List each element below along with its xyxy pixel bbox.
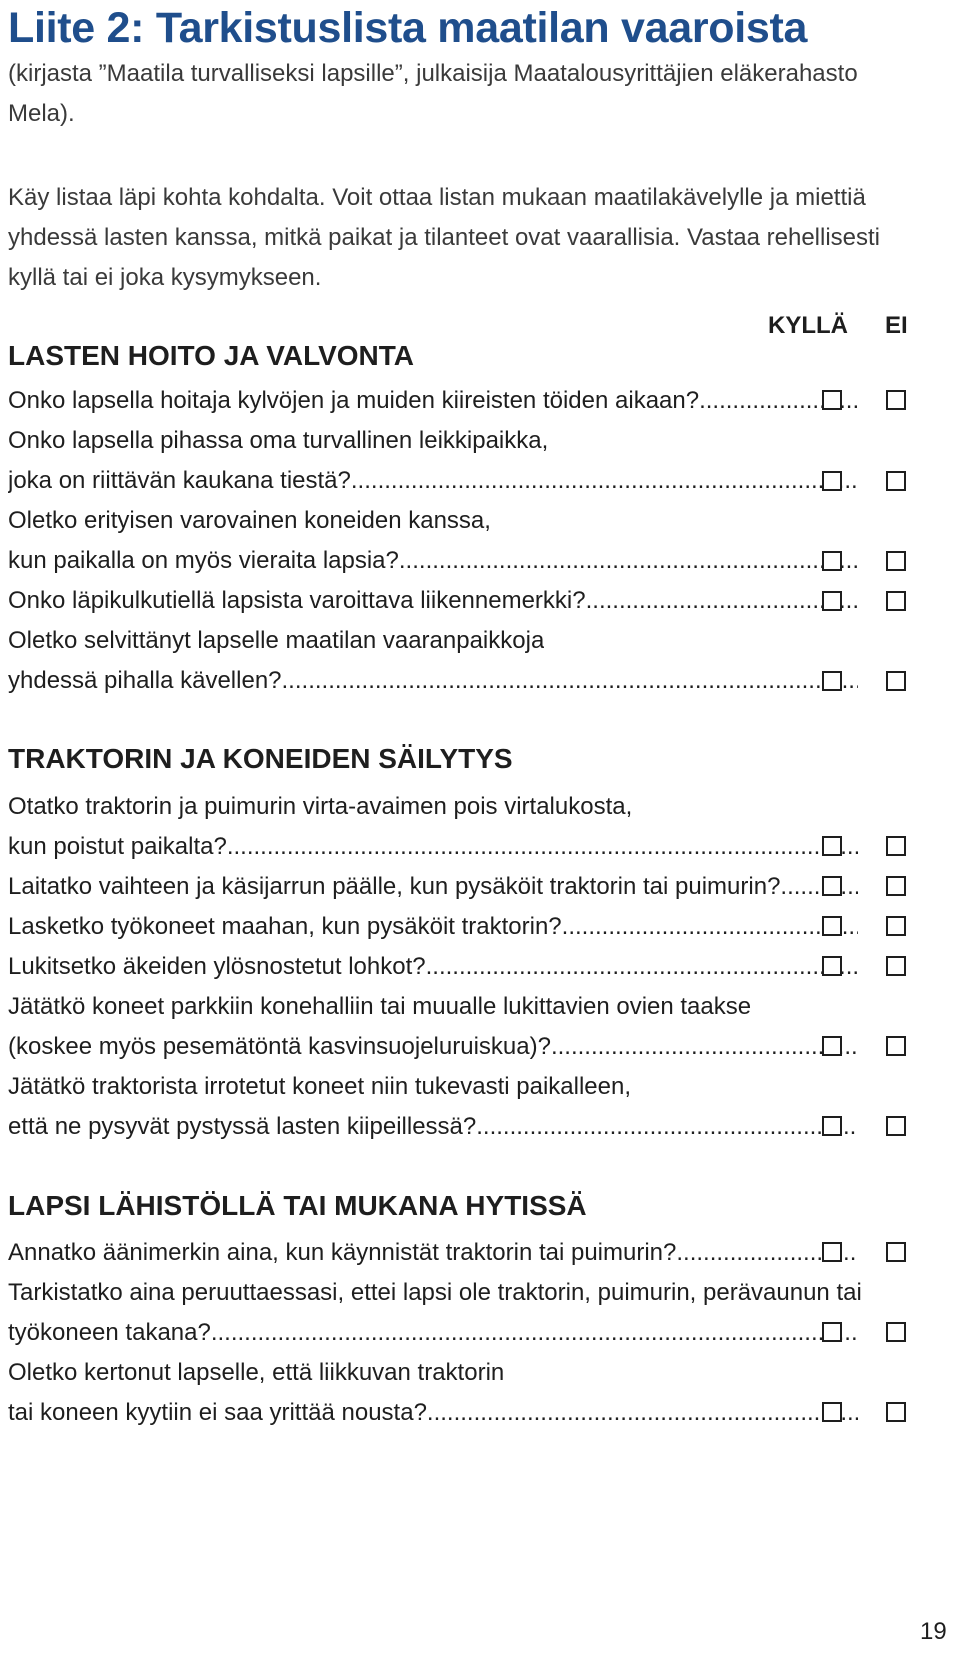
checkbox-no[interactable] (886, 1036, 906, 1056)
section-heading-childcare: LASTEN HOITO JA VALVONTA (8, 340, 415, 371)
checkbox-yes[interactable] (822, 671, 842, 691)
section-heading-machine-storage: TRAKTORIN JA KONEIDEN SÄILYTYS (8, 743, 513, 774)
question-line: Laitatko vaihteen ja käsijarrun päälle, kun pysäköit traktorin tai puimurin? ..... (8, 866, 858, 908)
question-line: Tarkistatko aina peruuttaessasi, ettei lapsi ole traktorin, puimurin, perävaunun tai (8, 1279, 862, 1306)
question-line: Annatko äänimerkin aina, kun käynnistät traktorin tai puimurin? ..... (8, 1232, 858, 1274)
checkbox-no[interactable] (886, 551, 906, 571)
question-line: (koskee myös pesemätöntä kasvinsuojeluruiskua)? ..... (8, 1026, 858, 1068)
checkbox-yes[interactable] (822, 1322, 842, 1342)
intro-line-1: Käy listaa läpi kohta kohdalta. Voit ottaa listan mukaan maatilakävelylle ja miettiä (8, 184, 866, 211)
checkbox-no[interactable] (886, 1402, 906, 1422)
question-line: joka on riittävän kaukana tiestä? ..... (8, 460, 858, 502)
question-line: Lasketko työkoneet maahan, kun pysäköit traktorin? ..... (8, 906, 858, 948)
question-line: Otatko traktorin ja puimurin virta-avaimen pois virtalukosta, (8, 793, 633, 820)
checkbox-yes[interactable] (822, 551, 842, 571)
question-line: Lukitsetko äkeiden ylösnostetut lohkot? ..... (8, 946, 858, 988)
question-line: tai koneen kyytiin ei saa yrittää nousta? ..... (8, 1392, 858, 1434)
checkbox-no[interactable] (886, 836, 906, 856)
checkbox-no[interactable] (886, 471, 906, 491)
page-title: Liite 2: Tarkistuslista maatilan vaaroista (8, 4, 808, 52)
column-header-no: EI (885, 312, 908, 339)
checkbox-yes[interactable] (822, 876, 842, 896)
question-line: Oletko erityisen varovainen koneiden kanssa, (8, 507, 491, 534)
checkbox-no[interactable] (886, 591, 906, 611)
checkbox-yes[interactable] (822, 1402, 842, 1422)
question-line: Oletko selvittänyt lapselle maatilan vaaranpaikkoja (8, 627, 545, 654)
page-number: 19 (920, 1618, 947, 1645)
question-line: Jätätkö koneet parkkiin konehalliin tai muualle lukittavien ovien taakse (8, 993, 752, 1020)
checkbox-no[interactable] (886, 956, 906, 976)
checkbox-yes[interactable] (822, 471, 842, 491)
intro-line-3: kyllä tai ei joka kysymykseen. (8, 264, 322, 291)
checkbox-no[interactable] (886, 1322, 906, 1342)
checkbox-no[interactable] (886, 390, 906, 410)
checkbox-yes[interactable] (822, 1116, 842, 1136)
checkbox-yes[interactable] (822, 836, 842, 856)
question-line: yhdessä pihalla kävellen? ..... (8, 660, 858, 702)
checkbox-no[interactable] (886, 916, 906, 936)
question-line: Onko lapsella hoitaja kylvöjen ja muiden kiireisten töiden aikaan? ..... (8, 380, 858, 422)
source-line-2: Mela). (8, 100, 75, 127)
intro-line-2: yhdessä lasten kanssa, mitkä paikat ja tilanteet ovat vaarallisia. Vastaa rehellisesti (8, 224, 881, 251)
checkbox-yes[interactable] (822, 1242, 842, 1262)
question-line: Onko lapsella pihassa oma turvallinen leikkipaikka, (8, 427, 549, 454)
checkbox-yes[interactable] (822, 591, 842, 611)
section-heading-child-in-cab: LAPSI LÄHISTÖLLÄ TAI MUKANA HYTISSÄ (8, 1190, 587, 1221)
question-line: kun poistut paikalta? ..... (8, 826, 858, 868)
checkbox-no[interactable] (886, 1242, 906, 1262)
checkbox-yes[interactable] (822, 916, 842, 936)
source-line-1: (kirjasta ”Maatila turvalliseksi lapsille”, julkaisija Maatalousyrittäjien eläkerahasto (8, 60, 858, 87)
checkbox-yes[interactable] (822, 956, 842, 976)
checkbox-yes[interactable] (822, 390, 842, 410)
checkbox-no[interactable] (886, 1116, 906, 1136)
question-line: Oletko kertonut lapselle, että liikkuvan traktorin (8, 1359, 505, 1386)
checkbox-no[interactable] (886, 876, 906, 896)
checkbox-no[interactable] (886, 671, 906, 691)
question-line: Jätätkö traktorista irrotetut koneet niin tukevasti paikalleen, (8, 1073, 631, 1100)
question-line: kun paikalla on myös vieraita lapsia? ..... (8, 540, 858, 582)
question-line: työkoneen takana? ..... (8, 1312, 858, 1354)
question-line: Onko läpikulkutiellä lapsista varoittava liikennemerkki? ..... (8, 580, 858, 622)
checkbox-yes[interactable] (822, 1036, 842, 1056)
column-header-yes: KYLLÄ (768, 312, 848, 339)
question-line: että ne pysyvät pystyssä lasten kiipeillessä? ..... (8, 1106, 858, 1148)
